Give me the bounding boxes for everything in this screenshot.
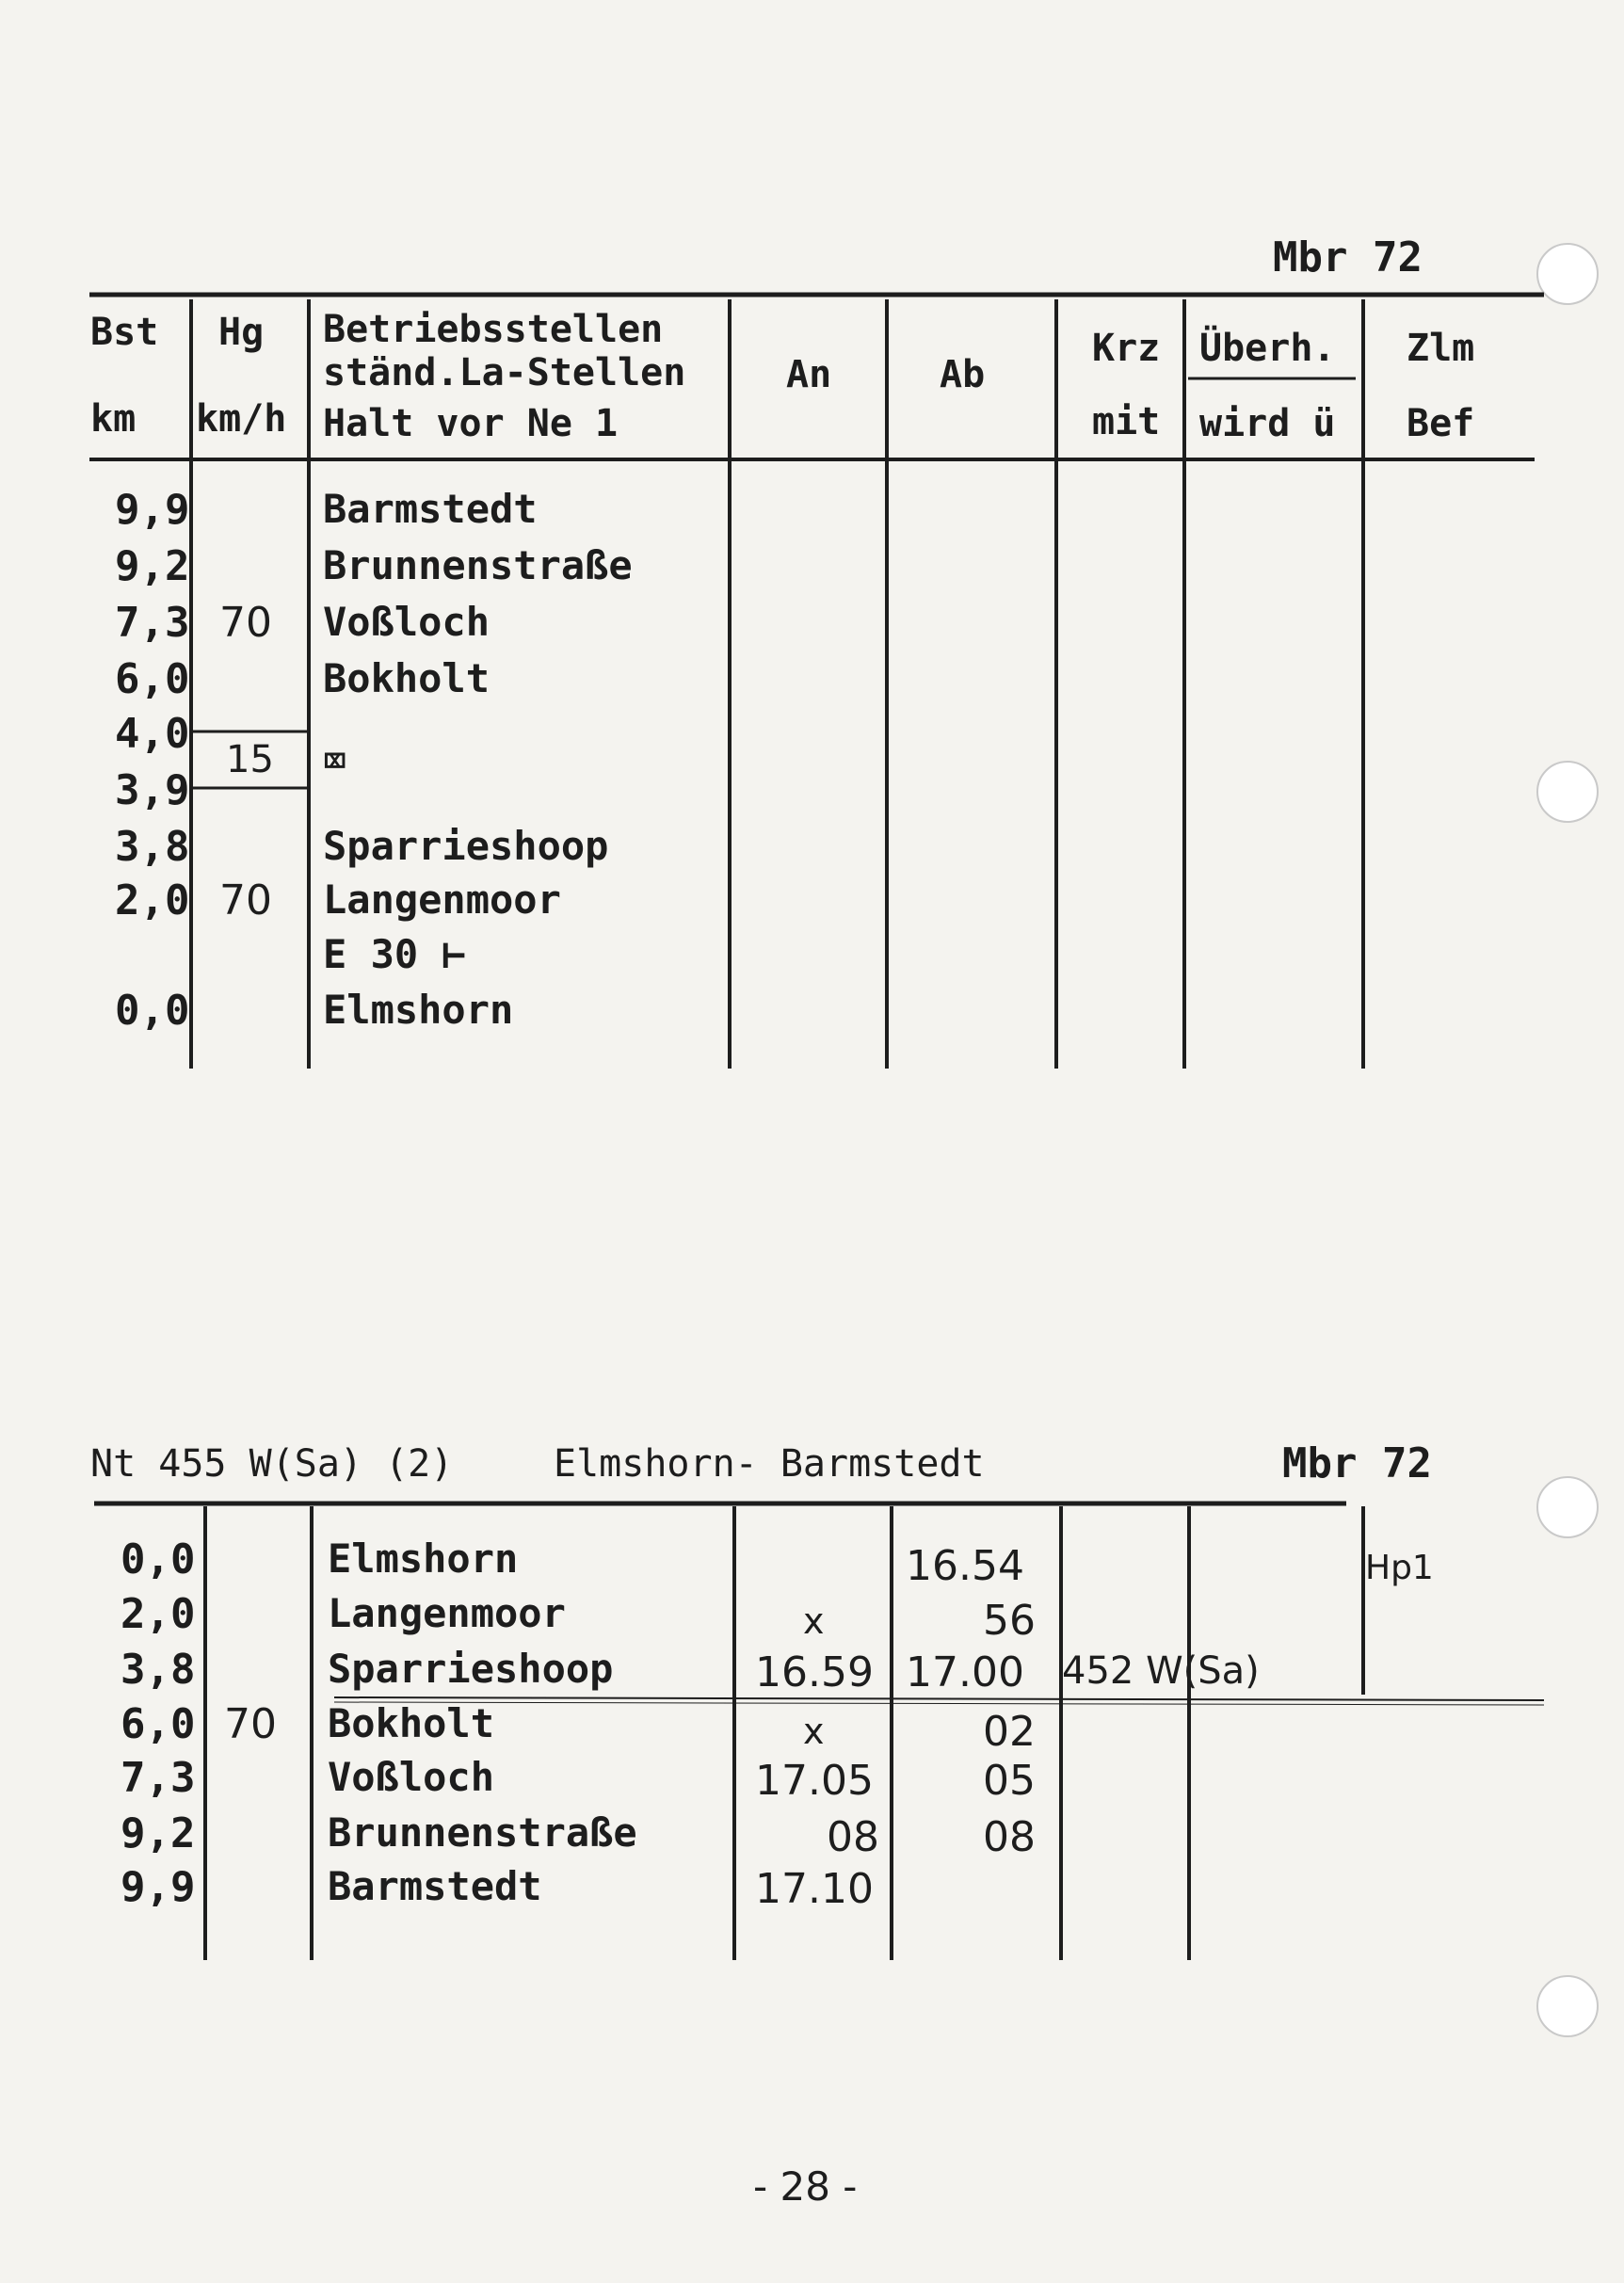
row-km: 7,3: [115, 599, 190, 647]
row-km: 0,0: [121, 1535, 196, 1584]
row-departure: 05: [983, 1757, 1036, 1805]
row-km: 9,2: [115, 542, 190, 590]
row-station: Sparrieshoop: [323, 823, 609, 869]
row-zlm: Hp1: [1365, 1549, 1434, 1587]
row-station: Langenmoor: [323, 876, 561, 923]
row-km: 9,9: [115, 486, 190, 534]
row-station: Sparrieshoop: [328, 1646, 614, 1692]
header-km: km: [90, 397, 137, 441]
header-betriebsstellen-1: Betriebsstellen: [323, 308, 664, 351]
header-wird: wird ü: [1199, 402, 1336, 445]
row-arrival: 16.59: [755, 1648, 874, 1696]
row-km: 9,2: [121, 1809, 196, 1857]
header-ab: Ab: [940, 353, 986, 396]
row-station: Bokholt: [328, 1700, 495, 1746]
row-km: 6,0: [115, 655, 190, 703]
row-signal: E 30 ⊢: [323, 931, 466, 977]
row-station: Bokholt: [323, 655, 490, 701]
row-departure: 02: [983, 1708, 1036, 1756]
row-crossing: 452 W(Sa): [1062, 1649, 1260, 1693]
header-bst: Bst: [90, 311, 159, 354]
table1-title: Mbr 72: [1273, 233, 1423, 281]
row-station: Brunnenstraße: [323, 542, 633, 588]
row-speed: 70: [224, 1700, 277, 1748]
row-speed: 70: [219, 876, 272, 924]
header-betriebsstellen-3: Halt vor Ne 1: [323, 402, 619, 445]
row-arrival: 17.10: [755, 1865, 874, 1913]
row-station: Voßloch: [323, 599, 490, 645]
row-km: 9,9: [121, 1863, 196, 1911]
row-departure: 08: [983, 1813, 1036, 1861]
row-speed-restriction: 15: [226, 738, 274, 781]
header-mit: mit: [1092, 400, 1161, 443]
row-station: Brunnenstraße: [328, 1809, 637, 1856]
row-km: 2,0: [121, 1590, 196, 1638]
row-km: 3,9: [115, 766, 190, 814]
row-departure: 17.00: [906, 1648, 1024, 1696]
row-arrival: 08: [827, 1813, 879, 1861]
header-krz: Krz: [1092, 327, 1161, 370]
header-hg: Hg: [218, 311, 265, 354]
row-arrival: x: [803, 1600, 825, 1642]
row-station: Langenmoor: [328, 1590, 566, 1636]
row-arrival: 17.05: [755, 1757, 874, 1805]
row-km: 4,0: [115, 710, 190, 758]
table2-book-title: Mbr 72: [1282, 1439, 1432, 1487]
row-km: 0,0: [115, 987, 190, 1035]
row-km: 6,0: [121, 1700, 196, 1748]
header-kmh: km/h: [196, 397, 287, 441]
row-station: Barmstedt: [328, 1863, 542, 1909]
table2-train-title: Nt 455 W(Sa) (2): [90, 1442, 454, 1486]
row-km: 3,8: [121, 1646, 196, 1694]
table2-route-title: Elmshorn- Barmstedt: [554, 1442, 985, 1486]
row-station: Barmstedt: [323, 486, 538, 532]
row-departure: 16.54: [906, 1542, 1024, 1590]
row-speed: 70: [219, 599, 272, 647]
row-km: 3,8: [115, 823, 190, 871]
row-departure: 56: [983, 1597, 1036, 1645]
header-betriebsstellen-2: ständ.La-Stellen: [323, 351, 686, 394]
row-station: Elmshorn: [328, 1535, 519, 1582]
row-station: Voßloch: [328, 1754, 495, 1800]
row-km: 7,3: [121, 1754, 196, 1802]
row-km: 2,0: [115, 876, 190, 924]
header-zlm: Zlm: [1407, 327, 1475, 370]
page-number: - 28 -: [753, 2163, 858, 2210]
row-arrival: x: [803, 1711, 825, 1752]
header-uberh: Überh.: [1199, 327, 1336, 370]
header-bef: Bef: [1407, 402, 1475, 445]
row-station: Elmshorn: [323, 987, 514, 1033]
crossing-symbol-icon: ⌧: [323, 737, 347, 783]
header-an: An: [786, 353, 832, 396]
